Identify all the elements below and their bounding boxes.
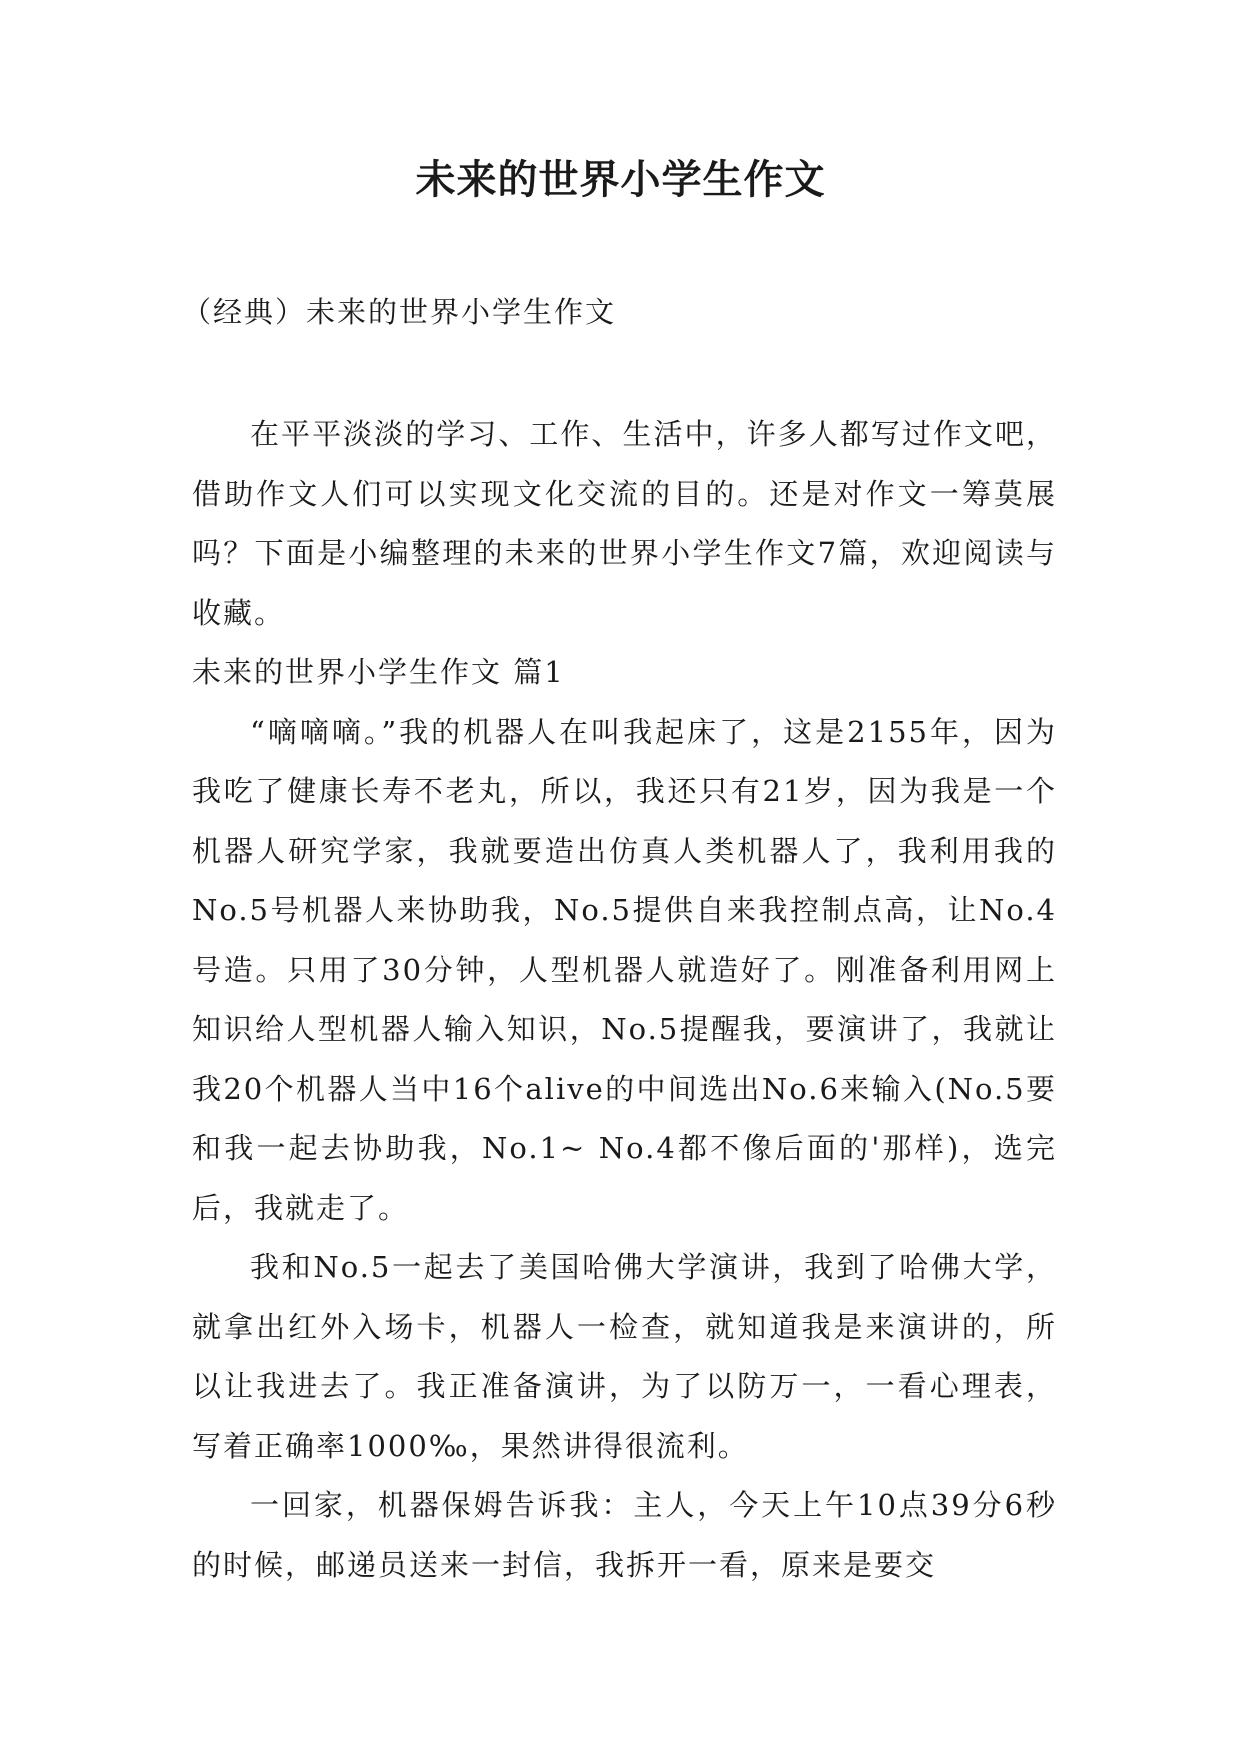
- body-paragraph: 一回家，机器保姆告诉我：主人，今天上午10点39分6秒的时候，邮递员送来一封信，我拆开一看，原来是要交: [192, 1488, 1057, 1582]
- document-subtitle: （经典）未来的世界小学生作文: [182, 295, 617, 329]
- intro-paragraph: 在平平淡淡的学习、工作、生活中，许多人都写过作文吧，借助作文人们可以实现文化交流的目的。还是对作文一筹莫展吗？下面是小编整理的未来的世界小学生作文7篇，欢迎阅读与收藏。: [192, 417, 1057, 630]
- section-heading: 未来的世界小学生作文 篇1: [192, 655, 565, 689]
- body-paragraph: 我和No.5一起去了美国哈佛大学演讲，我到了哈佛大学，就拿出红外入场卡，机器人一检查，就知道我是来演讲的，所以让我进去了。我正准备演讲，为了以防万一，一看心理表，写着正确率1000‰，果然讲得很流利。: [192, 1250, 1057, 1463]
- body-paragraph: “嘀嘀嘀。”我的机器人在叫我起床了，这是2155年，因为我吃了健康长寿不老丸，所以，我还只有21岁，因为我是一个机器人研究学家，我就要造出仿真人类机器人了，我利用我的No.5号机器人来协助我，No.5提供自来我控制点高，让No.4号造。只用了30分钟，人型机器人就造好了。刚准备利用网上知识给人型机器人输入知识，No.5提醒我，要演讲了，我就让我20个机器人当中16个alive的中间选出No.6来输入(No.5要和我一起去协助我，No.1~ No.4都不像后面的'那样)，选完后，我就走了。: [192, 714, 1057, 1225]
- document-body: [192, 405, 1057, 1595]
- page-title: 未来的世界小学生作文: [415, 157, 826, 203]
